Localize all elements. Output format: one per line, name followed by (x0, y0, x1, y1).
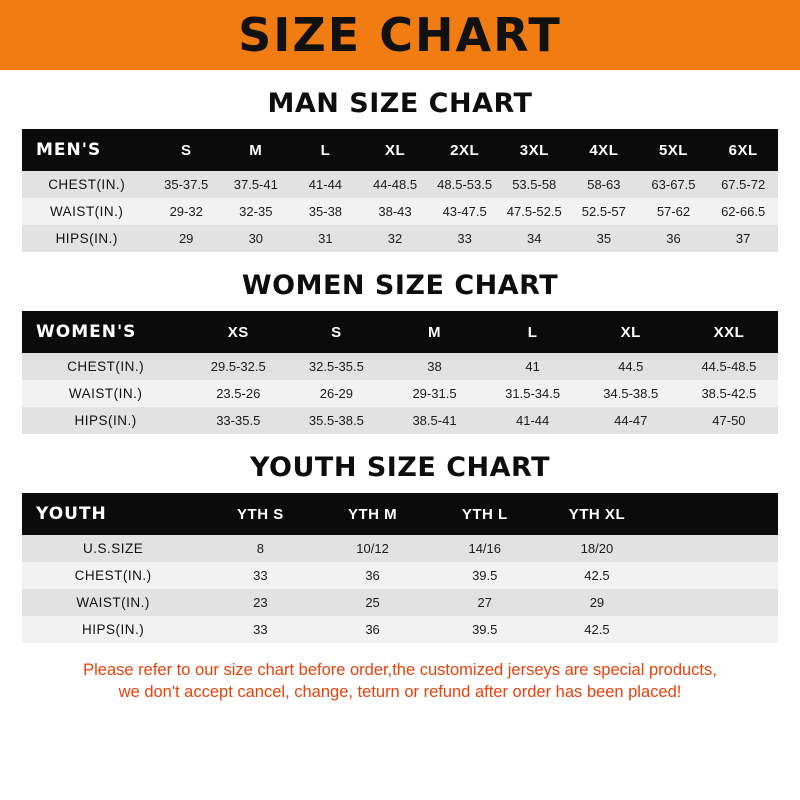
page-title: SIZE CHART (238, 8, 562, 62)
table-cell: 18/20 (541, 535, 653, 562)
women-col-m: M (385, 311, 483, 353)
table-cell: 34 (499, 225, 569, 252)
table-cell: 33 (204, 562, 316, 589)
table-row (22, 171, 778, 198)
table-cell: 23.5-26 (189, 380, 287, 407)
women-col-xs: XS (189, 311, 287, 353)
youth-col-s: YTH S (204, 493, 316, 535)
table-row (22, 380, 778, 407)
men-col-l: L (291, 129, 361, 171)
table-cell: 39.5 (429, 562, 541, 589)
youth-row-label-hips: HIPS(IN.) (22, 616, 204, 643)
table-cell: 34.5-38.5 (582, 380, 680, 407)
men-table-body (22, 171, 778, 252)
women-col-l: L (484, 311, 582, 353)
table-cell: 47-50 (680, 407, 778, 434)
table-cell-empty (653, 535, 778, 562)
table-row (22, 562, 778, 589)
table-cell: 62-66.5 (708, 198, 778, 225)
table-cell: 26-29 (287, 380, 385, 407)
women-table-body (22, 353, 778, 434)
youth-col-xl: YTH XL (541, 493, 653, 535)
men-col-5xl: 5XL (639, 129, 709, 171)
table-cell: 41 (484, 353, 582, 380)
men-col-m: M (221, 129, 291, 171)
table-row (22, 589, 778, 616)
table-cell: 37.5-41 (221, 171, 291, 198)
table-cell: 42.5 (541, 562, 653, 589)
table-cell: 44-48.5 (360, 171, 430, 198)
chart-content (0, 88, 800, 704)
table-cell: 53.5-58 (499, 171, 569, 198)
table-cell: 38.5-41 (385, 407, 483, 434)
table-cell: 32-35 (221, 198, 291, 225)
youth-row-label-waist: WAIST(IN.) (22, 589, 204, 616)
table-cell: 35-37.5 (151, 171, 221, 198)
table-row (22, 407, 778, 434)
header-banner (0, 0, 800, 70)
youth-table-header (22, 493, 778, 535)
table-cell: 39.5 (429, 616, 541, 643)
table-cell: 48.5-53.5 (430, 171, 500, 198)
table-cell: 29 (541, 589, 653, 616)
table-cell: 31 (291, 225, 361, 252)
table-cell: 36 (316, 616, 428, 643)
men-row-label-chest: CHEST(IN.) (22, 171, 151, 198)
youth-table-body (22, 535, 778, 643)
women-col-s: S (287, 311, 385, 353)
women-row-label-waist: WAIST(IN.) (22, 380, 189, 407)
table-cell: 36 (316, 562, 428, 589)
table-cell: 38-43 (360, 198, 430, 225)
table-cell: 47.5-52.5 (499, 198, 569, 225)
table-cell: 44.5 (582, 353, 680, 380)
men-col-s: S (151, 129, 221, 171)
women-size-table (22, 311, 778, 434)
men-table-header (22, 129, 778, 171)
table-cell: 41-44 (291, 171, 361, 198)
table-cell: 30 (221, 225, 291, 252)
youth-col-m: YTH M (316, 493, 428, 535)
table-cell: 38.5-42.5 (680, 380, 778, 407)
men-header-label: MEN'S (22, 129, 151, 171)
table-cell-empty (653, 589, 778, 616)
table-cell: 32 (360, 225, 430, 252)
table-cell: 41-44 (484, 407, 582, 434)
men-size-table (22, 129, 778, 252)
women-table-header (22, 311, 778, 353)
table-row (22, 616, 778, 643)
table-header-row (22, 493, 778, 535)
table-header-row (22, 311, 778, 353)
women-col-xl: XL (582, 311, 680, 353)
note-line-2: we don't accept cancel, change, teturn or refund after order has been placed! (118, 683, 682, 702)
men-col-2xl: 2XL (430, 129, 500, 171)
table-cell-empty (653, 562, 778, 589)
table-cell: 52.5-57 (569, 198, 639, 225)
table-cell: 14/16 (429, 535, 541, 562)
table-cell: 33-35.5 (189, 407, 287, 434)
women-row-label-chest: CHEST(IN.) (22, 353, 189, 380)
table-cell: 58-63 (569, 171, 639, 198)
table-cell: 27 (429, 589, 541, 616)
table-cell: 63-67.5 (639, 171, 709, 198)
men-col-4xl: 4XL (569, 129, 639, 171)
table-cell: 32.5-35.5 (287, 353, 385, 380)
women-row-label-hips: HIPS(IN.) (22, 407, 189, 434)
youth-row-label-ussize: U.S.SIZE (22, 535, 204, 562)
table-header-row (22, 129, 778, 171)
table-cell: 31.5-34.5 (484, 380, 582, 407)
table-cell: 35-38 (291, 198, 361, 225)
table-cell: 42.5 (541, 616, 653, 643)
table-row (22, 198, 778, 225)
youth-header-label: YOUTH (22, 493, 204, 535)
youth-row-label-chest: CHEST(IN.) (22, 562, 204, 589)
table-cell: 8 (204, 535, 316, 562)
men-col-3xl: 3XL (499, 129, 569, 171)
youth-size-table (22, 493, 778, 643)
men-row-label-waist: WAIST(IN.) (22, 198, 151, 225)
table-cell: 29.5-32.5 (189, 353, 287, 380)
section-title-youth: YOUTH SIZE CHART (249, 452, 551, 483)
section-title-men: MAN SIZE CHART (267, 88, 533, 119)
table-cell: 10/12 (316, 535, 428, 562)
table-cell: 44-47 (582, 407, 680, 434)
table-cell: 37 (708, 225, 778, 252)
table-cell: 35 (569, 225, 639, 252)
men-col-6xl: 6XL (708, 129, 778, 171)
table-cell: 29-31.5 (385, 380, 483, 407)
table-cell: 29 (151, 225, 221, 252)
table-cell: 36 (639, 225, 709, 252)
youth-col-spacer (653, 493, 778, 535)
youth-col-l: YTH L (429, 493, 541, 535)
table-cell: 67.5-72 (708, 171, 778, 198)
men-col-xl: XL (360, 129, 430, 171)
table-cell: 44.5-48.5 (680, 353, 778, 380)
women-col-xxl: XXL (680, 311, 778, 353)
order-policy-note (22, 659, 778, 704)
table-cell: 57-62 (639, 198, 709, 225)
table-cell-empty (653, 616, 778, 643)
table-cell: 33 (204, 616, 316, 643)
table-row (22, 535, 778, 562)
table-row (22, 353, 778, 380)
table-cell: 43-47.5 (430, 198, 500, 225)
table-cell: 29-32 (151, 198, 221, 225)
note-line-1: Please refer to our size chart before order,the customized jerseys are special products, (83, 661, 717, 679)
table-cell: 33 (430, 225, 500, 252)
women-header-label: WOMEN'S (22, 311, 189, 353)
table-cell: 38 (385, 353, 483, 380)
table-row (22, 225, 778, 252)
men-row-label-hips: HIPS(IN.) (22, 225, 151, 252)
section-title-women: WOMEN SIZE CHART (241, 270, 559, 301)
table-cell: 25 (316, 589, 428, 616)
table-cell: 23 (204, 589, 316, 616)
table-cell: 35.5-38.5 (287, 407, 385, 434)
